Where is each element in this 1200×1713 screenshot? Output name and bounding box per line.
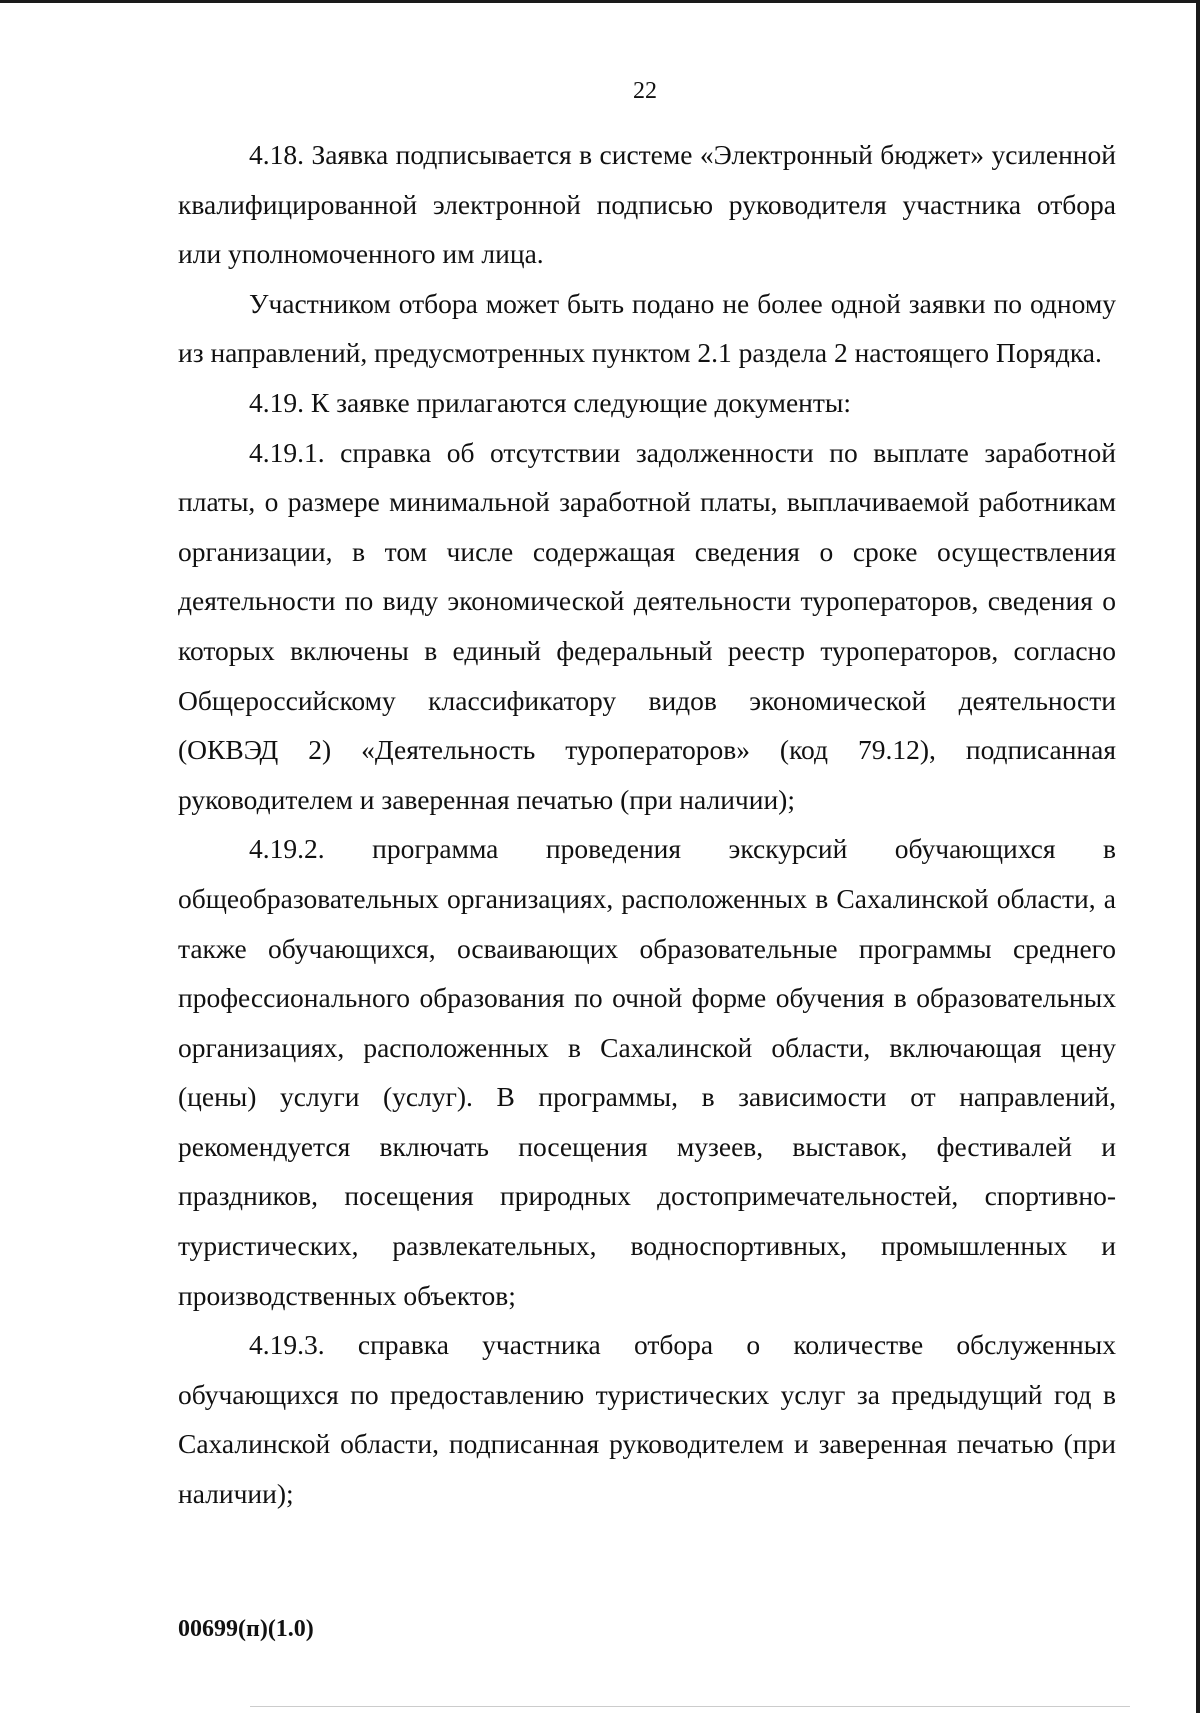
page-number: 22 — [633, 78, 657, 104]
scan-edge-top — [0, 0, 1200, 3]
paragraph-4-19-3: 4.19.3. справка участника отбора о количестве обслуженных обучающихся по предоставлению туристических услуг за предыдущий год в Сахалинской области, подписанная руководителем и заверенная печатью (при наличии); — [178, 1329, 1116, 1510]
paragraph-4-19-2: 4.19.2. программа проведения экскурсий обучающихся в общеобразовательных организациях, расположенных в Сахалинской области, а также обучающихся, осваивающих образовательные программы среднего профессионального образования по очной форме обучения в образовательных организациях, расположенных в Сахалинской области, включающая цену (цены) услуги (услуг). В программы, в зависимости от направлений, рекомендуется включать посещения музеев, выставок, фестивалей и праздников, посещения природных достопримечательностей, спортивно-туристических, развлекательных, водноспортивных, промышленных и производственных объектов; — [178, 833, 1116, 1311]
document-body — [178, 130, 1116, 1519]
paragraph-4-19: 4.19. К заявке прилагаются следующие документы: — [249, 386, 852, 418]
paragraph-participant-limit: Участником отбора может быть подано не более одной заявки по одному из направлений, предусмотренных пунктом 2.1 раздела 2 настоящего Порядка. — [178, 287, 1116, 369]
document-code: 00699(п)(1.0) — [178, 1616, 314, 1642]
paragraph-4-19-1: 4.19.1. справка об отсутствии задолженности по выплате заработной платы, о размере минимальной заработной платы, выплачиваемой работникам организации, в том числе содержащая сведения о сроке осуществления деятельности по виду экономической деятельности туроператоров, сведения о которых включены в единый федеральный реестр туроператоров, согласно Общероссийскому классификатору видов экономической деятельности (ОКВЭД 2) «Деятельность туроператоров» (код 79.12), подписанная руководителем и заверенная печатью (при наличии); — [178, 436, 1116, 815]
scan-edge-right — [1196, 0, 1200, 1713]
paragraph-4-18: 4.18. Заявка подписывается в системе «Электронный бюджет» усиленной квалифицированной электронной подписью руководителя участника отбора или уполномоченного им лица. — [178, 139, 1116, 270]
scan-edge-bottom — [250, 1706, 1130, 1707]
